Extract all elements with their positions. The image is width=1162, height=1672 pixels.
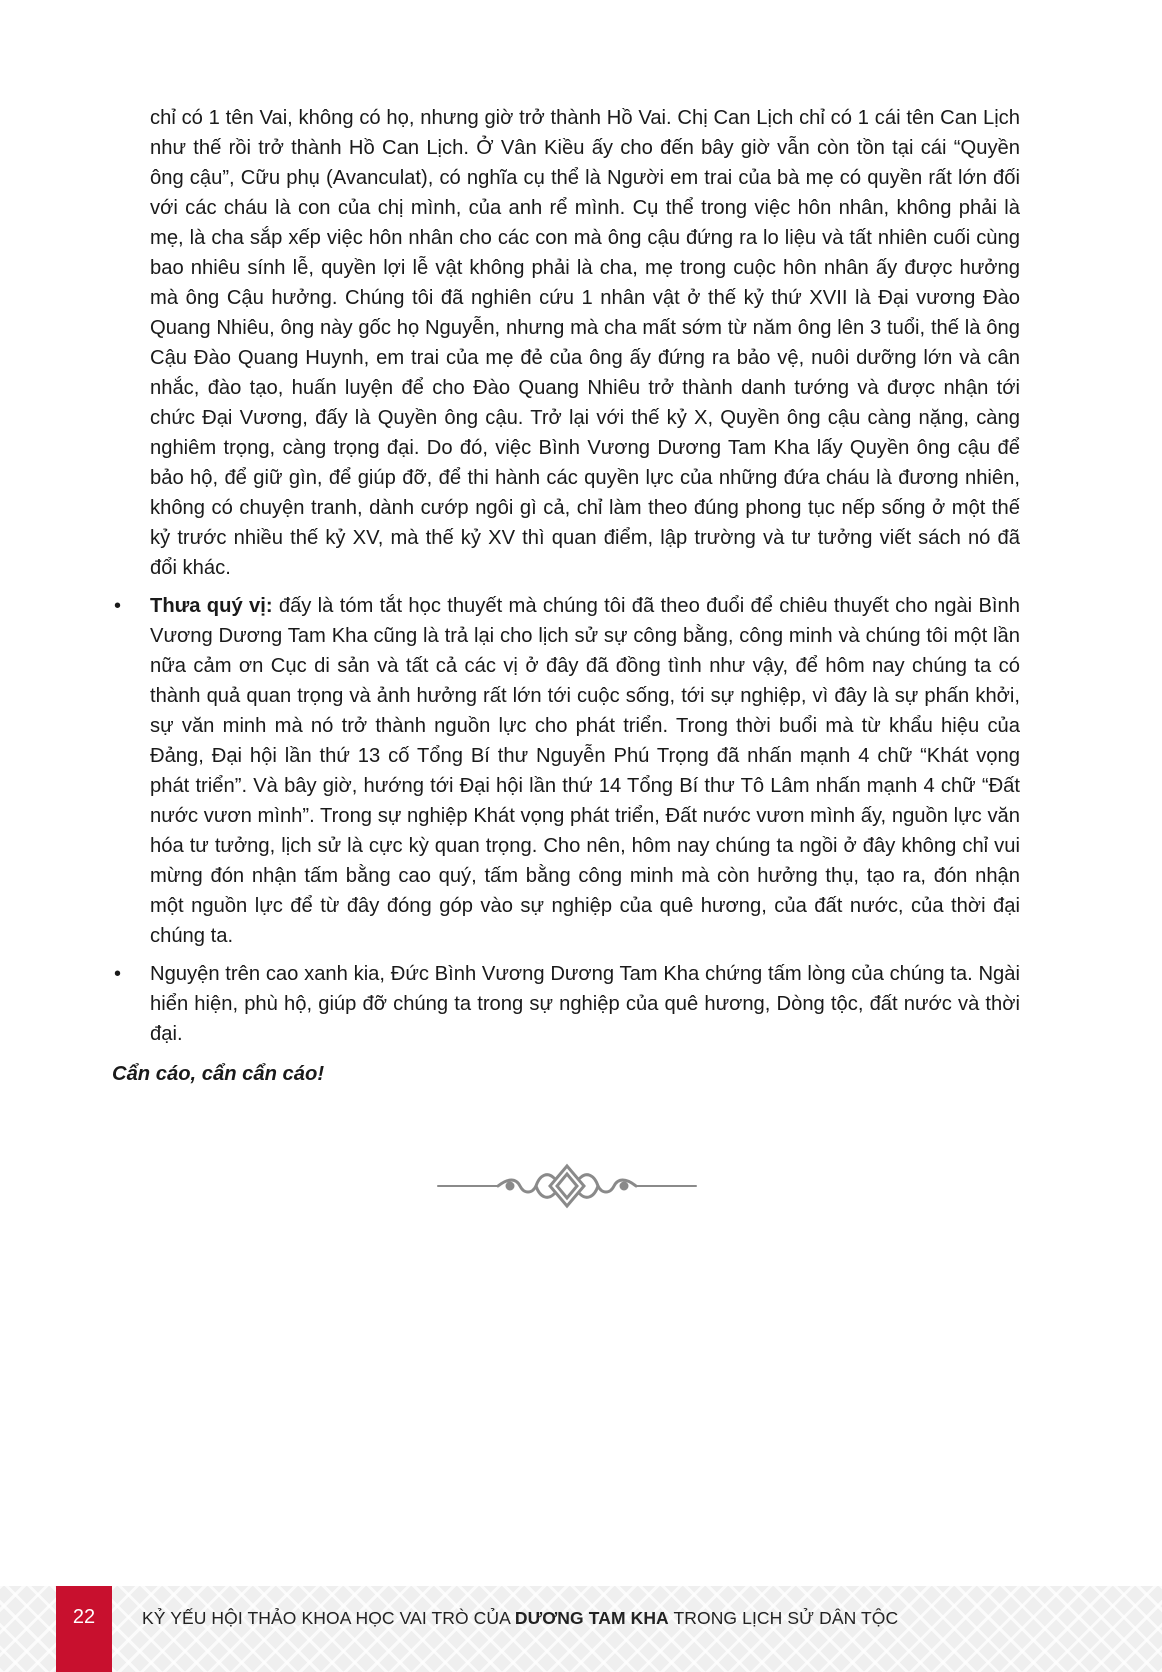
running-title-suffix: TRONG LỊCH SỬ DÂN TỘC: [668, 1608, 899, 1628]
bullet-item-2: [112, 959, 1020, 1049]
closing-salutation: Cẩn cáo, cẩn cẩn cáo!: [112, 1063, 325, 1085]
bullet-text: Nguyện trên cao xanh kia, Đức Bình Vương Dương Tam Kha chứng tấm lòng của chúng ta. Ngài hiển hiện, phù hộ, giúp đỡ chúng ta trong sự nghiệp của quê hương, Dòng tộc, đất nước và thời đại.: [150, 963, 1020, 1045]
running-title-prefix: KỶ YẾU HỘI THẢO KHOA HỌC VAI TRÒ CỦA: [142, 1608, 515, 1628]
page-number-badge: [56, 1586, 112, 1672]
bullet-dot: •: [114, 595, 122, 617]
page-footer: [0, 1586, 1162, 1672]
bullet-item-1: [112, 591, 1020, 951]
body-paragraph: chỉ có 1 tên Vai, không có họ, nhưng giờ trở thành Hồ Vai. Chị Can Lịch chỉ có 1 cái tên Can Lịch như thế rồi trở thành Hồ Can Lịch. Ở Vân Kiều ấy cho đến bây giờ vẫn còn tồn tại cái “Quyền ông cậu”, Cữu phụ (Avanculat), có nghĩa cụ thể là Người em trai của bà mẹ có quyền rất lớn đối với các cháu là con của chị mình, của anh rể mình. Cụ thể trong việc hôn nhân, không phải là mẹ, là cha sắp xếp việc hôn nhân cho các con mà ông cậu đứng ra lo liệu và tất nhiên cuối cùng bao nhiêu sính lễ, quyền lợi lễ vật không phải là cha, mẹ trong cuộc hôn nhân ấy được hưởng mà ông Cậu hưởng. Chúng tôi đã nghiên cứu 1 nhân vật ở thế kỷ thứ XVII là Đại vương Đào Quang Nhiêu, ông này gốc họ Nguyễn, nhưng mà cha mất sớm từ năm ông lên 3 tuổi, thế là ông Cậu Đào Quang Huynh, em trai của mẹ đẻ của ông ấy đứng ra bảo vệ, nuôi dưỡng lớn và cân nhắc, đào tạo, huấn luyện để cho Đào Quang Nhiêu trở thành danh tướng và được nhận tới chức Đại Vương, đấy là Quyền ông cậu. Trở lại với thế kỷ X, Quyền ông cậu càng nặng, càng nghiêm trọng, càng trọng đại. Do đó, việc Bình Vương Dương Tam Kha lấy Quyền ông cậu để bảo hộ, để giữ gìn, để giúp đỡ, để thi hành các quyền lực của những đứa cháu là đương nhiên, không có chuyện tranh, dành cướp ngôi gì cả, chỉ làm theo đúng phong tục nếp sống ở một thế kỷ trước nhiều thế kỷ XV, mà thế kỷ XV thì quan điểm, lập trường và tư tưởng viết sách nó đã đổi khác.: [150, 107, 1020, 579]
bullet-lead-text: Thưa quý vị:: [150, 595, 273, 617]
running-title-bold: DƯƠNG TAM KHA: [514, 1608, 669, 1628]
bullet-dot: •: [114, 963, 122, 985]
page-body: [112, 103, 1020, 1089]
bullet-text: đấy là tóm tắt học thuyết mà chúng tôi đã theo đuổi để chiêu thuyết cho ngài Bình Vương Dương Tam Kha cũng là trả lại cho lịch sử sự công bằng, công minh và chúng tôi một lần nữa cảm ơn Cục di sản và tất cả các vị ở đây đã đồng tình như vậy, để hôm nay chúng ta có thành quả quan trọng và ảnh hưởng rất lớn tới cuộc sống, tới sự nghiệp, vì đây là sự phấn khởi, sự văn minh mà nó trở thành nguồn lực cho phát triển. Trong thời buổi mà từ khẩu hiệu của Đảng, Đại hội lần thứ 13 cố Tổng Bí thư Nguyễn Phú Trọng đã nhấn mạnh 4 chữ “Khát vọng phát triển”. Và bây giờ, hướng tới Đại hội lần thứ 14 Tổng Bí thư Tô Lâm nhấn mạnh 4 chữ “Đất nước vươn mình”. Trong sự nghiệp Khát vọng phát triển, Đất nước vươn mình ấy, nguồn lực văn hóa tư tưởng, lịch sử là cực kỳ quan trọng. Cho nên, hôm nay chúng ta ngồi ở đây không chỉ vui mừng đón nhận tấm bằng cao quý, tấm bằng công minh mà còn hưởng thụ, tạo ra, đón nhận một nguồn lực để từ đây đóng góp vào sự nghiệp của quê hương, của đất nước, của thời đại chúng ta.: [150, 595, 1020, 947]
page-number: 22: [72, 1606, 96, 1628]
floral-divider-icon: [436, 1160, 698, 1212]
running-title: [142, 1608, 898, 1629]
